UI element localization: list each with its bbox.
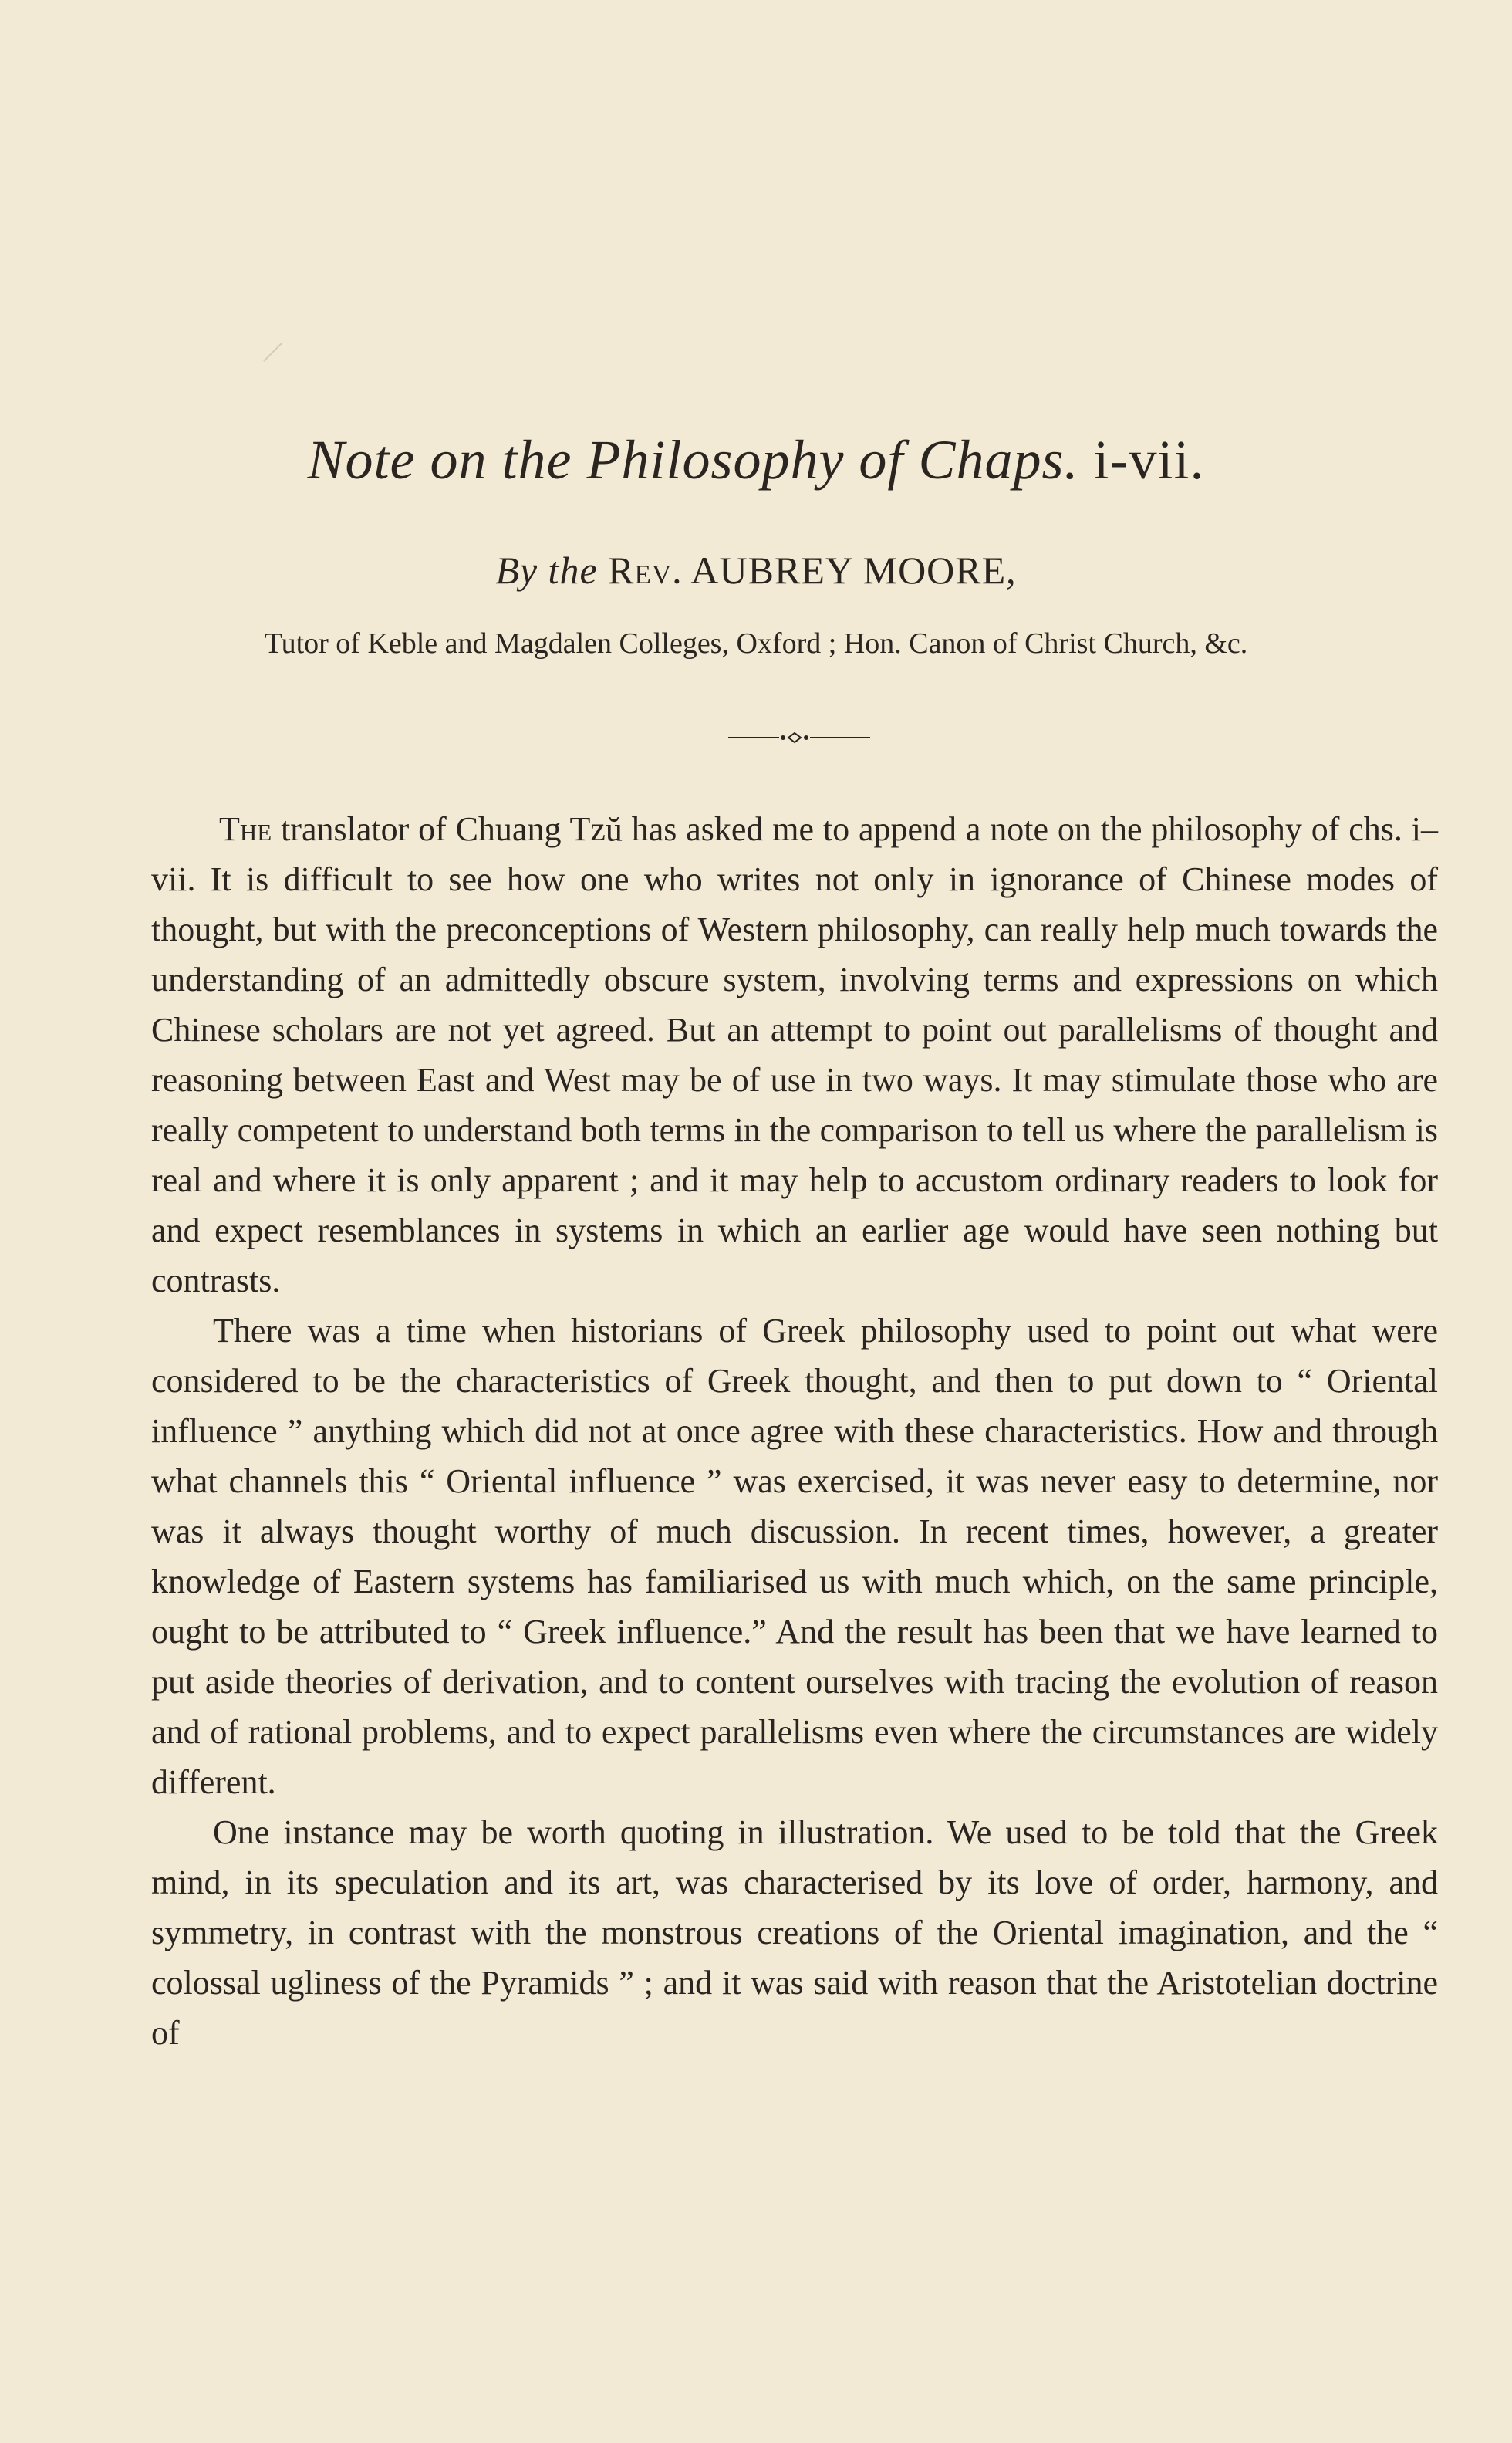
title-word: Philosophy [586, 429, 845, 491]
title-word: Note [307, 429, 416, 491]
title-word: on [430, 429, 488, 491]
author-byline [0, 543, 1512, 597]
title-word: Chaps. [918, 429, 1079, 491]
paragraph: One instance may be worth quoting in illustration. We used to be told that the Greek mind, in its speculation and its art, was characterised by its love of order, harmony, and symmetry, in contrast with the monstrous creations of the Oriental imagination, and the “ colossal ugliness of the Pyramids ” ; and it was said with reason that the Aristotelian doctrine of [151, 1813, 1438, 2052]
author-affiliation: Tutor of Keble and Magdalen Colleges, Oxford ; Hon. Canon of Christ Church, &c. [264, 627, 1248, 660]
author-name: AUBREY MOORE, [690, 549, 1017, 592]
paragraph: There was a time when historians of Greek philosophy used to point out what were considered to be the characteristics of Greek thought, and then to put down to “ Oriental influence ” anything which did not at once agree with these characteristics. How and through what channels this “ Oriental influence ” was exercised, it was never easy to determine, nor was it always thought worthy of much discussion. In recent times, however, a greater knowledge of Eastern systems has familiarised us with much which, on the same principle, ought to be attributed to “ Greek influence.” And the result has been that we have learned to put aside theories of derivation, and to content ourselves with tracing the evolution of reason and of rational problems, and to expect parallelisms even where the circumstances are widely different. [151, 1312, 1438, 1801]
paper-crease-mark [262, 340, 285, 363]
paragraph-lead-word: The [219, 810, 272, 848]
body-text [151, 804, 1438, 2058]
byline-title: Rev. [608, 549, 683, 592]
paragraph-text: translator of Chuang Tzŭ has asked me to append a note on the philosophy of chs. i–vii. It is difficult to see how one who writes not only in ignorance of Chinese modes of thought, but with the preconceptions of Western philosophy, can really help much towards the understanding of an admittedly obscure system, involving terms and expressions on which Chinese scholars are not yet agreed. But an attempt to point out parallelisms of thought and reasoning between East and West may be of use in two ways. It may stimulate those who are really competent to understand both terms in the comparison to tell us where the parallelism is real and where it is only apparent ; and it may help to accustom ordinary readers to look for and expect resemblances in systems in which an earlier age would have seen nothing but contrasts. [151, 810, 1439, 1299]
ornament-divider [728, 728, 870, 747]
page-title [0, 423, 1512, 497]
byline-prefix: By the [495, 549, 598, 592]
title-chapters: i-vii. [1093, 429, 1205, 491]
paragraph [151, 804, 1438, 1306]
title-word: of [859, 429, 904, 491]
title-word: the [501, 429, 572, 491]
